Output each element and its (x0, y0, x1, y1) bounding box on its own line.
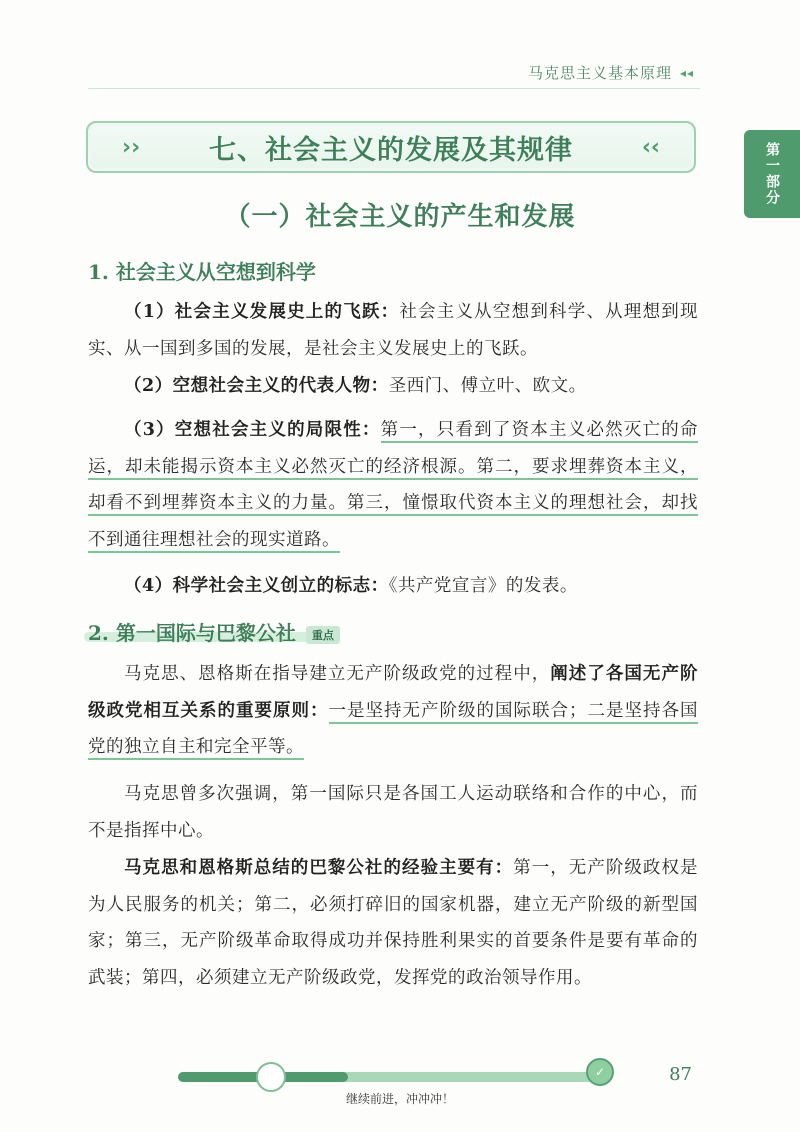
chevron-left-icon: ‹‹ (641, 134, 660, 160)
paragraph-label: （1）社会主义发展史上的飞跃： (124, 302, 400, 322)
underlined-text: 第一，只看到了资本主义必然灭亡的命运，却未能揭示资本主义必然灭亡的经济根源。第二，要求埋葬资本主义，却看不到埋葬资本主义的力量。第三，憧憬取代资本主义的理想社会，却找不到通往理想社会的现实道路。 (88, 420, 698, 553)
subheading-1: 1. 社会主义从空想到科学 (88, 260, 316, 284)
paragraph-1-1 (88, 294, 698, 367)
page-number: 87 (669, 1064, 692, 1085)
double-arrow-left-icon: ◂◂ (679, 65, 694, 80)
chapter-title-box (86, 121, 696, 173)
key-point-badge: 重点 (306, 626, 340, 644)
paragraph-2-1 (88, 656, 698, 766)
running-title: 马克思主义基本原理 (527, 64, 672, 82)
subheading-2 (88, 617, 340, 646)
chapter-title: 七、社会主义的发展及其规律 (209, 134, 573, 166)
running-header (528, 62, 694, 83)
paragraph-text: 《共产党宣言》的发表。 (388, 576, 578, 596)
paragraph-label: （3）空想社会主义的局限性： (124, 420, 381, 440)
paragraph-2-3 (88, 850, 698, 996)
goal-icon: ✓ (586, 1058, 614, 1086)
paragraph-2-2 (88, 776, 698, 849)
header-divider (88, 88, 700, 89)
paragraph-text: 马克思、恩格斯在指导建立无产阶级政党的过程中， (124, 664, 551, 684)
chevron-right-icon: ›› (122, 134, 141, 160)
paragraph-label: （2）空想社会主义的代表人物： (124, 376, 389, 396)
paragraph-bold: 阐述了各国无产阶级政党相互关系的重要原则： (88, 664, 698, 721)
paragraph-label: （4）科学社会主义创立的标志： (124, 576, 389, 596)
paragraph-text: 第一，无产阶级政权是为人民服务的机关；第二，必须打碎旧的国家机器，建立无产阶级的新型国家；第三，无产阶级革命取得成功并保持胜利果实的首要条件是要有革命的武装；第四，必须建立无产阶级政党，发挥党的政治领导作用。 (88, 858, 699, 988)
mascot-icon (256, 1062, 286, 1092)
footer-slogan: 继续前进，冲冲冲！ (345, 1092, 454, 1106)
paragraph-text: 社会主义从空想到科学、从理想到现实、从一国到多国的发展，是社会主义发展史上的飞跃。 (88, 302, 698, 359)
underlined-text: 一是坚持无产阶级的国际联合；二是坚持各国党的独立自主和完全平等。 (88, 701, 698, 761)
side-tab-label: 第一部分 (764, 142, 780, 206)
section-title: （一）社会主义的产生和发展 (224, 202, 576, 232)
paragraph-bold: 马克思和恩格斯总结的巴黎公社的经验主要有： (124, 858, 514, 878)
paragraph-1-4 (88, 568, 698, 605)
paragraph-1-2 (88, 368, 698, 405)
subheading-2-text: 2. 第一国际与巴黎公社 (88, 621, 296, 645)
paragraph-text: 马克思曾多次强调，第一国际只是各国工人运动联络和合作的中心，而不是指挥中心。 (88, 784, 698, 841)
paragraph-1-3 (88, 412, 698, 558)
paragraph-text: 圣西门、傅立叶、欧文。 (388, 376, 587, 396)
